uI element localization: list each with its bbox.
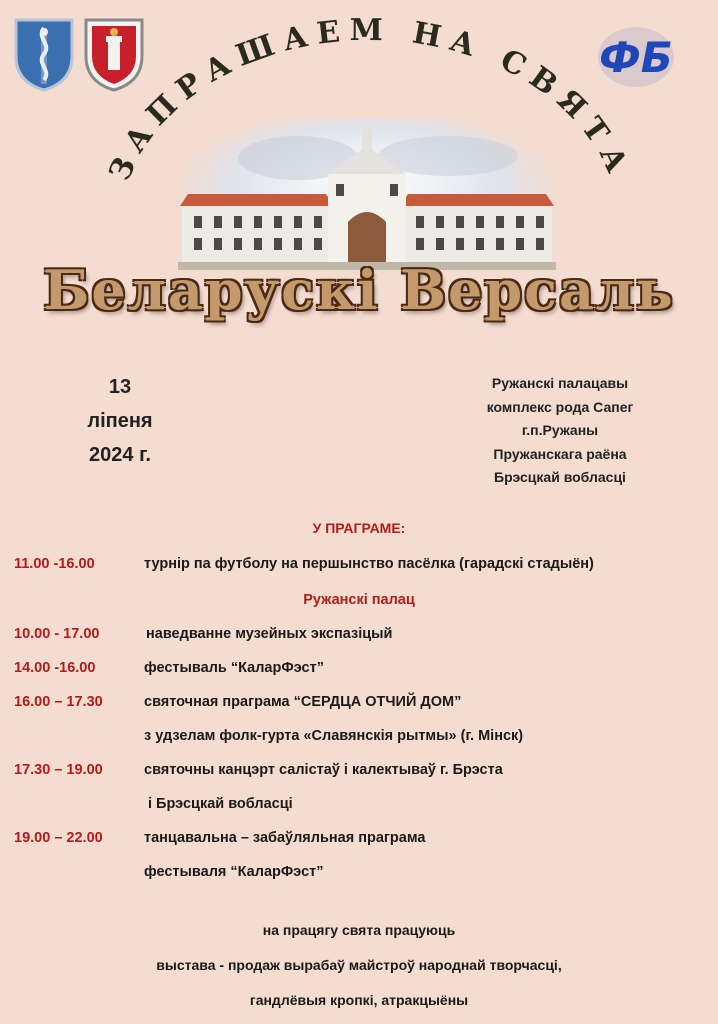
location-line: комплекс рода Сапег xyxy=(486,398,634,415)
program-row xyxy=(0,796,718,818)
program-desc: з удзелам фолк-гурта «Славянскія рытмы» (г. Мінск) xyxy=(144,728,524,744)
footer-line: гандлёвыя кропкі, атракцыёны xyxy=(249,992,469,1008)
program-subheading: Ружанскі палац xyxy=(303,592,415,608)
event-location xyxy=(440,372,680,490)
program-time: 10.00 - 17.00 xyxy=(14,626,100,642)
date-month: ліпеня xyxy=(87,410,153,432)
program-row xyxy=(0,728,718,750)
footer-line: на працягу свята працуюць xyxy=(262,922,456,938)
location-line: Ружанскі палацавы xyxy=(491,375,629,391)
program-row xyxy=(0,660,718,682)
program-time: 16.00 – 17.30 xyxy=(14,694,103,710)
program-desc: фестываля “КаларФэст” xyxy=(144,864,324,880)
program-desc: фестываль “КаларФэст” xyxy=(144,660,324,676)
program-desc: танцавальна – забаўляльная праграма xyxy=(144,830,426,846)
program-heading: У ПРАГРАМЕ: xyxy=(312,520,406,536)
program-desc: і Брэсцкай вобласці xyxy=(148,796,293,812)
fpb-logo-text: ФБ xyxy=(599,33,673,82)
location-line: г.п.Ружаны xyxy=(521,422,599,438)
program-row xyxy=(0,626,718,648)
event-date xyxy=(70,370,170,472)
date-day: 13 xyxy=(108,376,132,398)
program-row xyxy=(0,864,718,886)
program-subheading-row xyxy=(0,592,718,614)
program-time: 17.30 – 19.00 xyxy=(14,762,103,778)
program-row xyxy=(0,694,718,716)
program-time: 11.00 -16.00 xyxy=(14,556,95,572)
program-desc: святочны канцэрт салістаў і калектываў г. Брэста xyxy=(144,762,503,778)
program-desc: наведванне музейных экспазіцый xyxy=(146,626,393,642)
program-desc: святочная праграма “СЕРДЦА ОТЧИЙ ДОМ” xyxy=(144,694,462,710)
program-time: 19.00 – 22.00 xyxy=(14,830,103,846)
palace-illustration xyxy=(178,118,556,270)
program-time: 14.00 -16.00 xyxy=(14,660,96,676)
program-desc: турнір па футболу на першынство пасёлка (гарадскі стадыён) xyxy=(144,556,594,572)
footer-line: выстава - продаж вырабаў майстроў народнай творчасці, xyxy=(156,957,562,973)
date-year: 2024 г. xyxy=(89,444,151,466)
main-title: Беларускі Версаль xyxy=(43,258,675,322)
program-row xyxy=(0,830,718,852)
location-line: Брэсцкай вобласці xyxy=(494,469,626,485)
location-line: Пружанскага раёна xyxy=(493,445,627,462)
program-row xyxy=(0,762,718,784)
arc-title-text: ЗАПРАШАЕМ НА СВЯТА xyxy=(102,12,638,186)
program-row xyxy=(0,556,718,578)
